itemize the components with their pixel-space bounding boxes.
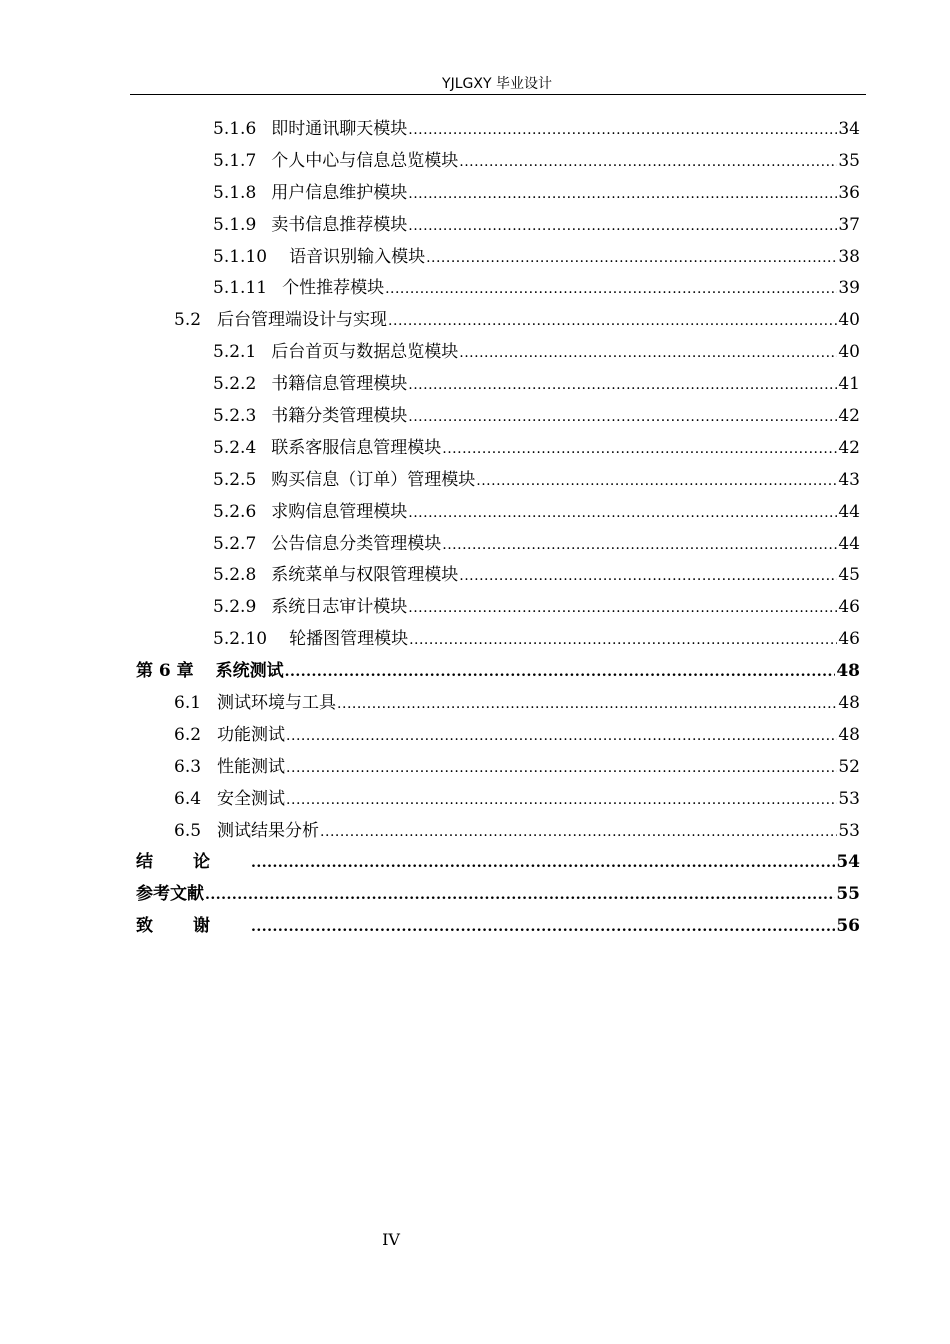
page-header: YJLGXY 毕业设计 [442, 76, 552, 92]
toc-entry-number: 5.2.8 [213, 565, 257, 586]
toc-entry-number: 6.5 [174, 820, 202, 841]
toc-entry-title: 功能测试 [217, 724, 286, 745]
dot-leader [426, 242, 837, 275]
toc-entry-number: 6.4 [174, 788, 202, 809]
toc-entry[interactable] [136, 114, 860, 146]
dot-leader [442, 433, 837, 466]
toc-entry-page: 43 [838, 469, 860, 490]
header-rule [130, 94, 866, 95]
toc-entry-title: 测试结果分析 [217, 820, 320, 841]
toc-entry[interactable] [136, 146, 860, 178]
toc-entry-page: 35 [838, 150, 860, 171]
dot-leader [408, 178, 837, 211]
toc-entry[interactable] [136, 752, 860, 784]
dot-leader [476, 465, 837, 498]
toc-entry-number: 5.1.8 [213, 182, 257, 203]
dot-leader [205, 879, 835, 912]
toc-entry[interactable] [136, 592, 860, 624]
dot-leader [409, 624, 837, 657]
toc-entry-title: 致谢 [136, 916, 250, 937]
table-of-contents [136, 114, 860, 943]
toc-entry-page: 46 [838, 629, 860, 650]
toc-entry-page: 38 [838, 246, 860, 267]
toc-entry-page: 52 [838, 756, 860, 777]
toc-entry-title: 系统测试 [215, 661, 284, 682]
toc-entry-page: 54 [836, 852, 860, 873]
toc-entry-title: 求购信息管理模块 [271, 501, 408, 522]
toc-entry[interactable] [136, 497, 860, 529]
toc-entry[interactable] [136, 369, 860, 401]
toc-entry[interactable] [136, 401, 860, 433]
dot-leader [408, 592, 837, 625]
toc-entry[interactable] [136, 784, 860, 816]
toc-entry-number: 6.1 [174, 693, 202, 714]
toc-entry-number: 5.2.4 [213, 437, 257, 458]
toc-entry-number: 5.1.11 [213, 278, 268, 299]
toc-entry-title: 安全测试 [217, 788, 286, 809]
toc-entry[interactable] [136, 720, 860, 752]
toc-entry-page: 39 [838, 278, 860, 299]
dot-leader [337, 688, 837, 721]
toc-entry-number: 5.1.9 [213, 214, 257, 235]
toc-entry-title: 个性推荐模块 [282, 278, 385, 299]
toc-entry-title: 即时通讯聊天模块 [271, 119, 408, 139]
dot-leader [408, 401, 837, 434]
toc-entry-number: 5.2.3 [213, 406, 257, 427]
toc-entry[interactable] [136, 688, 860, 720]
toc-entry-title: 购买信息（订单）管理模块 [271, 469, 476, 490]
toc-entry-title: 性能测试 [217, 756, 286, 777]
toc-entry-number: 5.2.10 [213, 629, 268, 650]
toc-entry-page: 40 [838, 342, 860, 363]
toc-entry-title: 后台首页与数据总览模块 [271, 342, 459, 363]
toc-entry-page: 48 [838, 693, 860, 714]
dot-leader [251, 911, 835, 944]
toc-entry-number: 6.3 [174, 756, 202, 777]
toc-entry[interactable] [136, 529, 860, 561]
toc-entry-title: 用户信息维护模块 [271, 182, 408, 203]
toc-entry-number: 5.2 [174, 310, 202, 331]
toc-entry-page: 41 [838, 374, 860, 395]
dot-leader [385, 273, 837, 306]
toc-entry-title: 系统日志审计模块 [271, 597, 408, 618]
toc-entry[interactable] [136, 273, 860, 305]
toc-entry-page: 55 [836, 884, 860, 905]
dot-leader [286, 752, 837, 785]
toc-entry-title: 参考文献 [136, 884, 204, 905]
dot-leader [285, 656, 836, 689]
toc-entry-number: 6.2 [174, 724, 202, 745]
toc-entry-number: 5.2.6 [213, 501, 257, 522]
toc-entry-title: 测试环境与工具 [217, 693, 337, 714]
dot-leader [251, 847, 835, 880]
toc-entry-title: 个人中心与信息总览模块 [271, 150, 459, 171]
toc-entry[interactable] [136, 210, 860, 242]
toc-entry-title: 轮播图管理模块 [289, 629, 409, 650]
toc-entry[interactable] [136, 433, 860, 465]
toc-entry-title: 后台管理端设计与实现 [217, 310, 388, 331]
toc-entry-page: 53 [838, 788, 860, 809]
toc-entry[interactable] [136, 560, 860, 592]
toc-entry[interactable] [136, 656, 860, 688]
toc-entry-title: 公告信息分类管理模块 [271, 533, 442, 554]
toc-entry-number: 5.1.7 [213, 150, 257, 171]
toc-entry[interactable] [136, 879, 860, 911]
toc-entry-number: 5.2.9 [213, 597, 257, 618]
toc-entry-page: 34 [838, 119, 860, 139]
dot-leader [408, 210, 837, 243]
toc-entry-page: 42 [838, 437, 860, 458]
toc-entry[interactable] [136, 178, 860, 210]
toc-entry-title: 书籍分类管理模块 [271, 406, 408, 427]
toc-entry-title: 联系客服信息管理模块 [271, 437, 442, 458]
toc-entry[interactable] [136, 337, 860, 369]
dot-leader [408, 369, 837, 402]
toc-entry-page: 46 [838, 597, 860, 618]
dot-leader [459, 146, 837, 179]
toc-entry[interactable] [136, 242, 860, 274]
dot-leader [388, 305, 837, 338]
toc-entry-page: 44 [838, 501, 860, 522]
toc-entry-page: 36 [838, 182, 860, 203]
toc-entry-number: 5.2.2 [213, 374, 257, 395]
toc-entry-page: 42 [838, 406, 860, 427]
toc-entry-page: 48 [838, 724, 860, 745]
dot-leader [286, 784, 837, 817]
toc-entry-page: 48 [836, 661, 860, 682]
toc-entry[interactable] [136, 816, 860, 848]
toc-entry[interactable] [136, 911, 860, 943]
toc-entry-title: 卖书信息推荐模块 [271, 214, 408, 235]
toc-entry[interactable] [136, 847, 860, 879]
toc-entry-title: 系统菜单与权限管理模块 [271, 565, 459, 586]
dot-leader [408, 114, 837, 147]
toc-entry[interactable] [136, 305, 860, 337]
toc-entry[interactable] [136, 624, 860, 656]
toc-entry-number: 5.1.6 [213, 119, 257, 139]
toc-entry-page: 40 [838, 310, 860, 331]
toc-entry-page: 56 [836, 916, 860, 937]
toc-entry[interactable] [136, 465, 860, 497]
toc-entry-title: 结论 [136, 852, 250, 873]
toc-entry-number: 5.2.7 [213, 533, 257, 554]
toc-entry-number: 5.2.1 [213, 342, 257, 363]
page-number: IV [382, 1230, 400, 1249]
dot-leader [320, 816, 837, 849]
toc-entry-page: 37 [838, 214, 860, 235]
dot-leader [459, 337, 837, 370]
toc-entry-title: 书籍信息管理模块 [271, 374, 408, 395]
toc-entry-title: 语音识别输入模块 [289, 246, 426, 267]
toc-entry-page: 45 [838, 565, 860, 586]
toc-entry-number: 5.2.5 [213, 469, 257, 490]
dot-leader [408, 497, 837, 530]
toc-entry-page: 44 [838, 533, 860, 554]
dot-leader [286, 720, 837, 753]
toc-entry-number: 5.1.10 [213, 246, 268, 267]
dot-leader [459, 560, 837, 593]
toc-entry-page: 53 [838, 820, 860, 841]
dot-leader [442, 529, 837, 562]
toc-entry-number: 第 6 章 [136, 661, 194, 682]
